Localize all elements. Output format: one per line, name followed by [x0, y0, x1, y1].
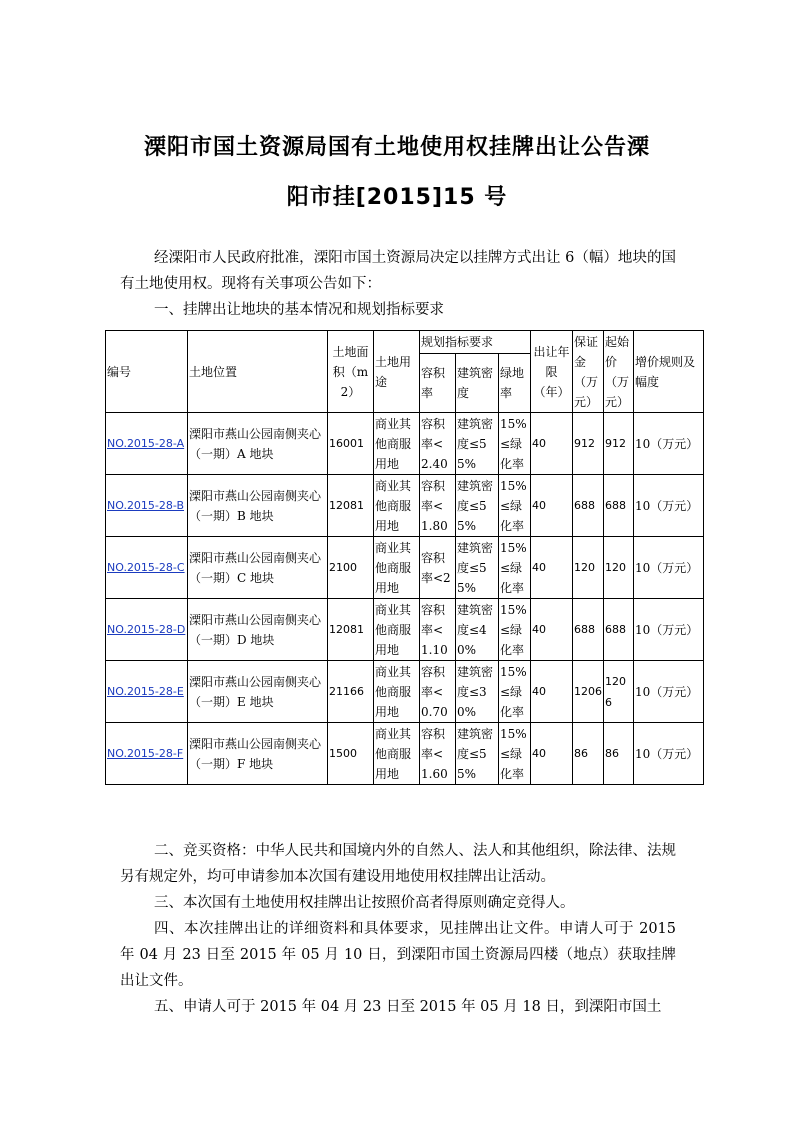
cell-use-text: 商业其他商服用地	[375, 664, 412, 719]
cell-use	[374, 661, 420, 723]
cell-term	[531, 475, 573, 537]
cell-area	[328, 599, 374, 661]
cell-deposit-text: 86	[574, 747, 589, 760]
cell-use-text: 商业其他商服用地	[375, 478, 412, 533]
cell-area-text: 2100	[329, 561, 357, 574]
cell-use-text: 商业其他商服用地	[375, 540, 412, 595]
cell-plot-ratio-text: 容积率<0.70	[421, 664, 448, 719]
cell-term	[531, 413, 573, 475]
parcel-code-link[interactable]: NO.2015-28-A	[107, 437, 185, 450]
cell-plot-ratio	[420, 475, 456, 537]
cell-green-text: 15%≤绿化率	[500, 726, 527, 781]
cell-area	[328, 413, 374, 475]
cell-increment-text: 10（万元）	[635, 498, 699, 513]
header-increment: 增价规则及幅度	[634, 331, 704, 413]
cell-density	[456, 537, 499, 599]
section-1-heading: 一、挂牌出让地块的基本情况和规划指标要求	[154, 302, 444, 318]
cell-use-text: 商业其他商服用地	[375, 602, 412, 657]
cell-area-text: 1500	[329, 747, 357, 760]
header-use: 土地用途	[374, 331, 420, 413]
cell-term	[531, 723, 573, 785]
cell-start-price-text: 912	[605, 437, 627, 450]
table-row	[106, 537, 704, 599]
cell-increment	[634, 475, 704, 537]
cell-green-text: 15%≤绿化率	[500, 664, 527, 719]
header-location: 土地位置	[188, 331, 328, 413]
cell-plot-ratio-text: 容积率<1.10	[421, 602, 448, 657]
cell-area	[328, 723, 374, 785]
header-start-price: 起始价（万元）	[604, 331, 634, 413]
cell-location	[188, 599, 328, 661]
table-header-row	[106, 331, 704, 354]
cell-code	[106, 537, 188, 599]
cell-plot-ratio	[420, 723, 456, 785]
cell-use	[374, 537, 420, 599]
cell-deposit-text: 912	[574, 437, 596, 450]
cell-location	[188, 413, 328, 475]
cell-use-text: 商业其他商服用地	[375, 416, 412, 471]
cell-area-text: 21166	[329, 685, 364, 698]
cell-deposit	[573, 723, 604, 785]
cell-green-text: 15%≤绿化率	[500, 602, 527, 657]
cell-term-text: 40	[532, 747, 547, 760]
cell-green	[499, 537, 531, 599]
cell-use	[374, 599, 420, 661]
cell-deposit-text: 1206	[574, 685, 603, 698]
cell-density	[456, 661, 499, 723]
cell-deposit	[573, 537, 604, 599]
header-plot-ratio: 容积率	[420, 354, 456, 413]
cell-location	[188, 475, 328, 537]
cell-green-text: 15%≤绿化率	[500, 416, 527, 471]
cell-code	[106, 723, 188, 785]
cell-plot-ratio-text: 容积率<2	[421, 550, 451, 585]
cell-start-price	[604, 661, 634, 723]
parcel-code-link[interactable]: NO.2015-28-D	[107, 623, 186, 636]
cell-start-price	[604, 537, 634, 599]
cell-location-text: 溧阳市燕山公园南侧夹心（一期）A 地块	[189, 426, 322, 461]
cell-start-price	[604, 413, 634, 475]
cell-plot-ratio	[420, 661, 456, 723]
cell-start-price	[604, 475, 634, 537]
section-4-documents: 四、本次挂牌出让的详细资料和具体要求，见挂牌出让文件。申请人可于 2015 年 04 月 23 日至 2015 年 05 月 10 日，到溧阳市国土资源局四楼（地点）获取挂牌出让文件。	[120, 921, 676, 989]
header-code: 编号	[106, 331, 188, 413]
table-row	[106, 723, 704, 785]
table-row	[106, 661, 704, 723]
cell-deposit-text: 120	[574, 561, 596, 574]
cell-density-text: 建筑密度≤55%	[457, 540, 494, 595]
cell-deposit-text: 688	[574, 623, 596, 636]
header-green: 绿地率	[499, 354, 531, 413]
cell-deposit	[573, 475, 604, 537]
document-title-line2: 阳市挂[2015]15 号	[286, 185, 508, 210]
cell-area-text: 12081	[329, 623, 364, 636]
table-row	[106, 413, 704, 475]
cell-green	[499, 599, 531, 661]
header-term: 出让年限（年）	[531, 331, 573, 413]
cell-location-text: 溧阳市燕山公园南侧夹心（一期）C 地块	[189, 550, 322, 585]
cell-term-text: 40	[532, 623, 547, 636]
cell-code	[106, 413, 188, 475]
cell-location	[188, 661, 328, 723]
cell-plot-ratio-text: 容积率<1.80	[421, 478, 448, 533]
cell-plot-ratio-text: 容积率<1.60	[421, 726, 448, 781]
header-deposit: 保证金（万元）	[573, 331, 604, 413]
cell-start-price-text: 688	[605, 623, 627, 636]
cell-plot-ratio	[420, 537, 456, 599]
cell-increment-text: 10（万元）	[635, 684, 699, 699]
cell-use-text: 商业其他商服用地	[375, 726, 412, 781]
header-area: 土地面积（m2）	[328, 331, 374, 413]
cell-term	[531, 661, 573, 723]
header-planning: 规划指标要求	[420, 331, 531, 354]
document-title-line1: 溧阳市国土资源局国有土地使用权挂牌出让公告溧	[143, 135, 650, 160]
cell-term	[531, 599, 573, 661]
cell-term-text: 40	[532, 499, 547, 512]
cell-code	[106, 661, 188, 723]
cell-start-price-text: 688	[605, 499, 627, 512]
cell-location-text: 溧阳市燕山公园南侧夹心（一期）F 地块	[189, 736, 322, 771]
parcel-code-link[interactable]: NO.2015-28-C	[107, 561, 185, 574]
cell-green-text: 15%≤绿化率	[500, 540, 527, 595]
cell-area	[328, 475, 374, 537]
cell-green	[499, 723, 531, 785]
cell-increment-text: 10（万元）	[635, 560, 699, 575]
cell-area	[328, 537, 374, 599]
cell-green	[499, 661, 531, 723]
cell-green	[499, 475, 531, 537]
cell-deposit-text: 688	[574, 499, 596, 512]
cell-area	[328, 661, 374, 723]
parcel-code-link[interactable]: NO.2015-28-E	[107, 685, 184, 698]
table-row	[106, 475, 704, 537]
cell-term-text: 40	[532, 685, 547, 698]
cell-use	[374, 723, 420, 785]
cell-term-text: 40	[532, 561, 547, 574]
header-density: 建筑密度	[456, 354, 499, 413]
cell-start-price-text: 86	[605, 747, 620, 760]
cell-location	[188, 537, 328, 599]
cell-location-text: 溧阳市燕山公园南侧夹心（一期）D 地块	[189, 612, 322, 647]
cell-increment	[634, 537, 704, 599]
cell-term	[531, 537, 573, 599]
cell-plot-ratio	[420, 413, 456, 475]
cell-increment	[634, 661, 704, 723]
cell-term-text: 40	[532, 437, 547, 450]
cell-green-text: 15%≤绿化率	[500, 478, 527, 533]
cell-density	[456, 413, 499, 475]
cell-density	[456, 475, 499, 537]
cell-area-text: 16001	[329, 437, 364, 450]
cell-location	[188, 723, 328, 785]
cell-location-text: 溧阳市燕山公园南侧夹心（一期）B 地块	[189, 488, 322, 523]
cell-density	[456, 599, 499, 661]
cell-start-price-text: 1206	[605, 674, 627, 709]
cell-density	[456, 723, 499, 785]
cell-area-text: 12081	[329, 499, 364, 512]
cell-use	[374, 475, 420, 537]
cell-code	[106, 475, 188, 537]
cell-use	[374, 413, 420, 475]
cell-density-text: 建筑密度≤55%	[457, 416, 494, 471]
cell-density-text: 建筑密度≤30%	[457, 664, 494, 719]
cell-increment	[634, 413, 704, 475]
cell-increment-text: 10（万元）	[635, 746, 699, 761]
cell-increment-text: 10（万元）	[635, 436, 699, 451]
cell-green	[499, 413, 531, 475]
cell-density-text: 建筑密度≤55%	[457, 726, 494, 781]
section-5-application: 五、申请人可于 2015 年 04 月 23 日至 2015 年 05 月 18 日，到溧阳市国土	[154, 999, 662, 1015]
cell-deposit	[573, 661, 604, 723]
cell-deposit	[573, 413, 604, 475]
cell-location-text: 溧阳市燕山公园南侧夹心（一期）E 地块	[189, 674, 322, 709]
intro-paragraph: 经溧阳市人民政府批准，溧阳市国土资源局决定以挂牌方式出让 6（幅）地块的国有土地使用权。现将有关事项公告如下：	[120, 250, 676, 292]
cell-plot-ratio	[420, 599, 456, 661]
cell-density-text: 建筑密度≤55%	[457, 478, 494, 533]
section-2-qualification: 二、竞买资格：中华人民共和国境内外的自然人、法人和其他组织，除法律、法规另有规定外，均可申请参加本次国有建设用地使用权挂牌出让活动。	[120, 843, 676, 885]
cell-plot-ratio-text: 容积率<2.40	[421, 416, 448, 471]
cell-density-text: 建筑密度≤40%	[457, 602, 494, 657]
table-row	[106, 599, 704, 661]
land-parcel-table	[105, 330, 704, 785]
cell-code	[106, 599, 188, 661]
cell-increment-text: 10（万元）	[635, 622, 699, 637]
cell-start-price	[604, 599, 634, 661]
cell-start-price-text: 120	[605, 561, 627, 574]
cell-start-price	[604, 723, 634, 785]
cell-deposit	[573, 599, 604, 661]
parcel-code-link[interactable]: NO.2015-28-F	[107, 747, 184, 760]
cell-increment	[634, 723, 704, 785]
cell-increment	[634, 599, 704, 661]
parcel-code-link[interactable]: NO.2015-28-B	[107, 499, 185, 512]
section-3-principle: 三、本次国有土地使用权挂牌出让按照价高者得原则确定竞得人。	[154, 895, 575, 911]
